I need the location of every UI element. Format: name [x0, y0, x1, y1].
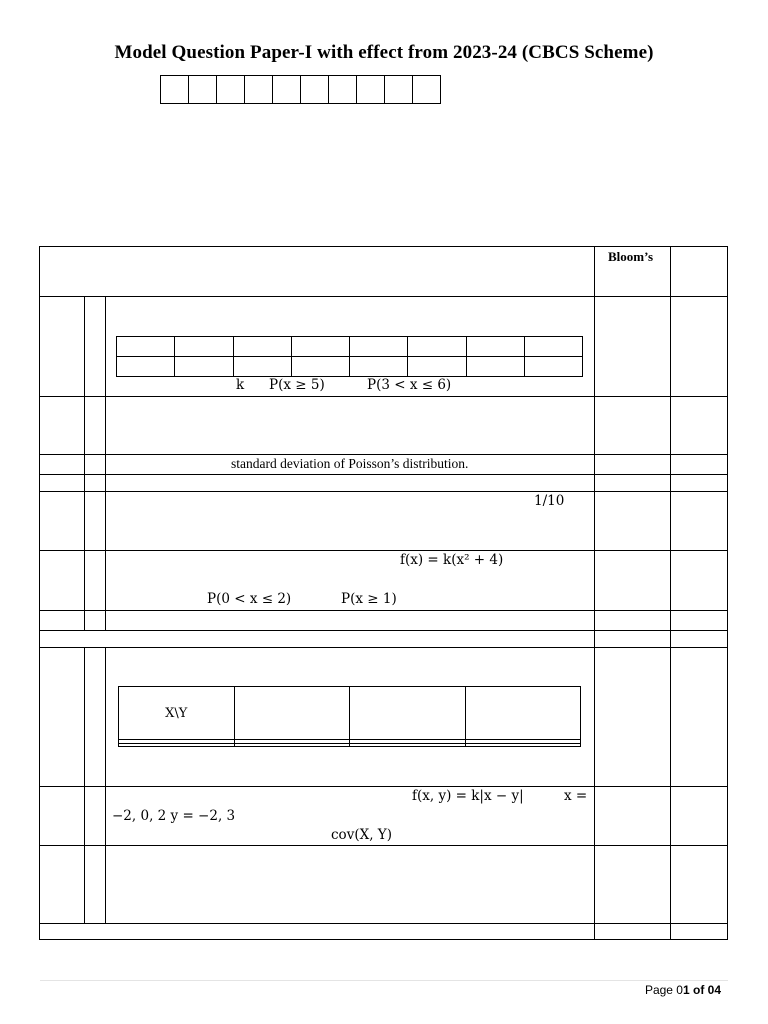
table-cell	[465, 687, 581, 740]
table-cell	[408, 357, 466, 377]
row-line	[40, 845, 727, 846]
column-line-blooms	[594, 247, 595, 939]
row-line	[40, 396, 727, 397]
usn-box	[412, 75, 441, 104]
table-header-cell: X\Y	[119, 687, 235, 740]
table-row	[119, 687, 581, 740]
table-cell	[234, 743, 350, 746]
table-row	[117, 337, 583, 357]
table-cell	[233, 337, 291, 357]
usn-box	[216, 75, 245, 104]
math-values: −2, 0, 2 y = −2, 3	[112, 808, 236, 824]
column-line-2	[105, 647, 106, 923]
column-line-1	[84, 647, 85, 923]
row-line	[40, 474, 727, 475]
usn-box	[188, 75, 217, 104]
column-line-1	[84, 296, 85, 630]
question-text: standard deviation of Poisson’s distribution.	[231, 456, 469, 471]
table-cell	[350, 337, 408, 357]
math-function: f(x, y) = k|x − y|	[412, 788, 524, 804]
row-line	[40, 647, 727, 648]
page-title: Model Question Paper-I with effect from 2023-24 (CBCS Scheme)	[114, 42, 654, 63]
table-cell	[524, 357, 582, 377]
usn-box	[384, 75, 413, 104]
blooms-header: Bloom’s	[608, 249, 654, 264]
table-cell	[408, 337, 466, 357]
page-number-bold: 1 of 04	[682, 983, 721, 997]
math-cov: cov(X, Y)	[331, 827, 392, 843]
math-fraction: 1/10	[534, 493, 565, 509]
table-cell	[350, 687, 466, 740]
row-line	[40, 550, 727, 551]
row-line	[40, 296, 727, 297]
math-prob-2: P(x ≥ 1)	[341, 591, 397, 607]
row-line	[40, 610, 727, 611]
column-line-2	[105, 296, 106, 630]
table-cell	[466, 357, 524, 377]
joint-distribution-table	[118, 686, 581, 747]
usn-box	[160, 75, 189, 104]
row-line	[40, 454, 727, 455]
table-cell	[466, 337, 524, 357]
usn-box	[328, 75, 357, 104]
page-footer	[645, 983, 721, 997]
math-k: k	[236, 377, 245, 393]
row-line	[40, 786, 727, 787]
table-cell	[117, 357, 175, 377]
column-line-marks	[670, 247, 671, 939]
question-table	[39, 246, 728, 940]
usn-box-row	[160, 75, 441, 104]
row-line	[40, 491, 727, 492]
table-cell	[119, 743, 235, 746]
table-cell	[175, 357, 233, 377]
footer-divider	[40, 980, 728, 981]
usn-box	[244, 75, 273, 104]
table-cell	[350, 357, 408, 377]
table-cell	[117, 337, 175, 357]
usn-box	[272, 75, 301, 104]
table-row	[119, 743, 581, 746]
table-cell	[175, 337, 233, 357]
table-cell	[291, 337, 349, 357]
usn-box	[356, 75, 385, 104]
row-line	[40, 923, 727, 924]
page-number-prefix: Page 0	[644, 983, 683, 997]
math-prob-1: P(0 < x ≤ 2)	[207, 591, 292, 607]
math-prob-2: P(3 < x ≤ 6)	[367, 377, 452, 393]
table-cell	[524, 337, 582, 357]
table-cell	[465, 743, 581, 746]
table-cell	[233, 357, 291, 377]
probability-table	[116, 336, 583, 377]
math-prob-1: P(x ≥ 5)	[269, 377, 325, 393]
math-function: f(x) = k(x² + 4)	[400, 552, 504, 568]
table-cell	[234, 687, 350, 740]
math-x-eq: x =	[564, 788, 588, 804]
row-line	[40, 630, 727, 631]
table-cell	[291, 357, 349, 377]
table-cell	[350, 743, 466, 746]
usn-box	[300, 75, 329, 104]
table-row	[117, 357, 583, 377]
